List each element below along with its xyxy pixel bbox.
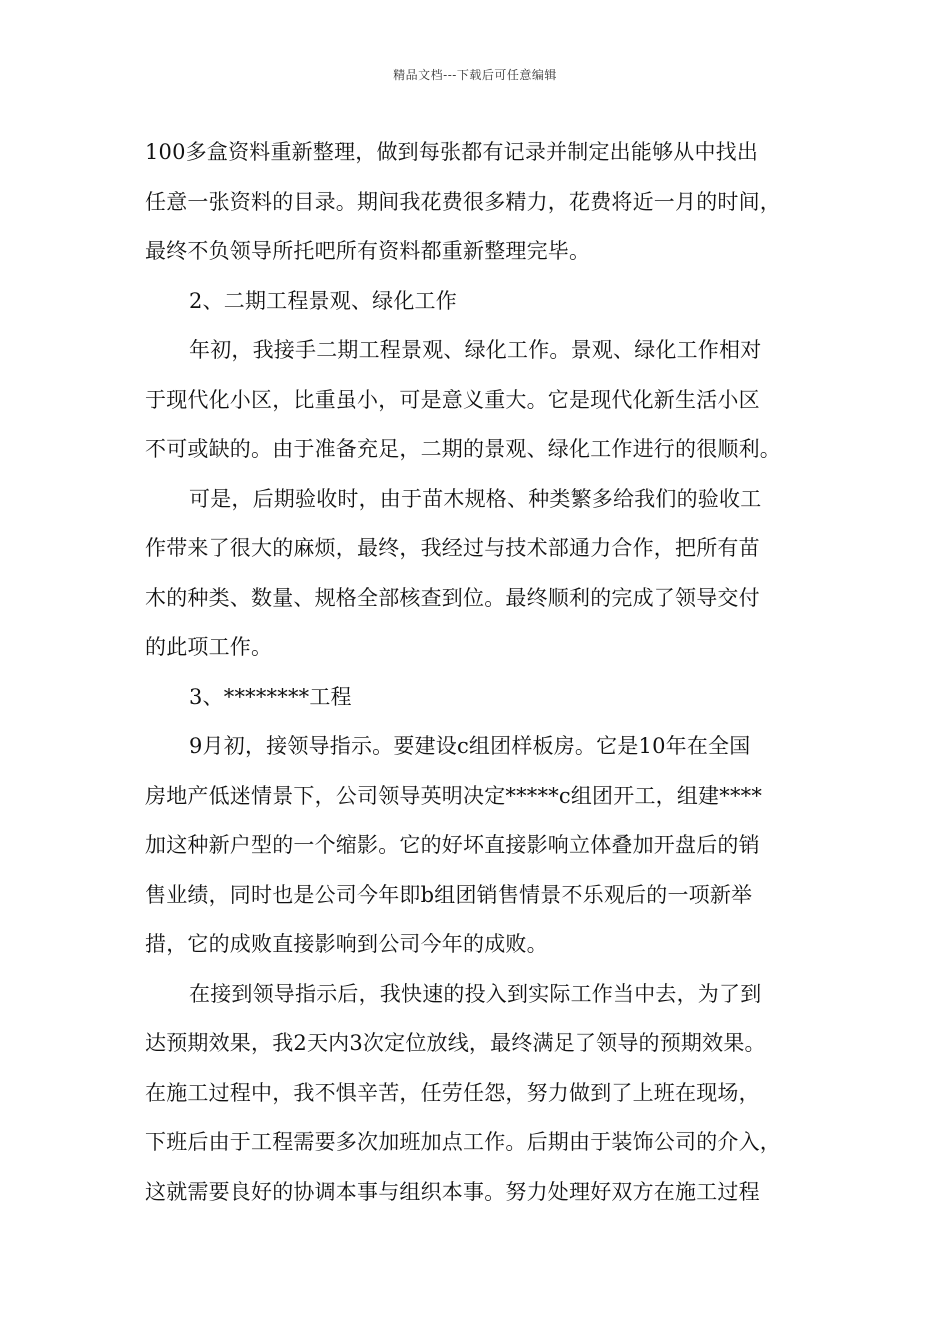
- text-line: 作带来了很大的麻烦，最终，我经过与技术部通力合作，把所有苗: [145, 536, 760, 560]
- text-line: 达预期效果，我2天内3次定位放线，最终满足了领导的预期效果。: [145, 1031, 766, 1055]
- text-line: 木的种类、数量、规格全部核查到位。最终顺利的完成了领导交付: [145, 585, 760, 610]
- text-line: 措，它的成败直接影响到公司今年的成败。: [145, 932, 548, 956]
- section-heading: 3、********工程: [189, 684, 352, 709]
- page-header: 精品文档---下载后可任意编辑: [393, 68, 557, 82]
- text-line: 房地产低迷情景下，公司领导英明决定*****c组团开工，组建****: [145, 783, 763, 808]
- text-line: 年初，我接手二期工程景观、绿化工作。景观、绿化工作相对: [189, 338, 762, 362]
- section-heading: 2、二期工程景观、绿化工作: [189, 288, 457, 313]
- text-line: 的此项工作。: [145, 635, 273, 659]
- text-line: 加这种新户型的一个缩影。它的好坏直接影响立体叠加开盘后的销: [145, 833, 760, 857]
- text-line: 在施工过程中，我不惧辛苦，任劳任怨，努力做到了上班在现场，: [145, 1080, 760, 1105]
- text-line: 可是，后期验收时，由于苗木规格、种类繁多给我们的验收工: [189, 486, 762, 511]
- text-line: 任意一张资料的目录。期间我花费很多精力，花费将近一月的时间，: [145, 189, 781, 214]
- text-line: 在接到领导指示后，我快速的投入到实际工作当中去，为了到: [189, 981, 762, 1006]
- document-body: [145, 128, 825, 1217]
- text-line: 最终不负领导所托吧所有资料都重新整理完毕。: [145, 239, 591, 263]
- text-line: 100多盒资料重新整理，做到每张都有记录并制定出能够从中找出: [145, 140, 759, 164]
- text-line: 不可或缺的。由于准备充足，二期的景观、绿化工作进行的很顺利。: [145, 437, 781, 461]
- text-line: 这就需要良好的协调本事与组织本事。努力处理好双方在施工过程: [145, 1179, 760, 1204]
- text-line: 于现代化小区，比重虽小，可是意义重大。它是现代化新生活小区: [145, 387, 760, 412]
- text-line: 9月初，接领导指示。要建设c组团样板房。它是10年在全国: [189, 734, 751, 758]
- text-line: 下班后由于工程需要多次加班加点工作。后期由于装饰公司的介入，: [145, 1130, 781, 1154]
- text-line: 售业绩，同时也是公司今年即b组团销售情景不乐观后的一项新举: [145, 882, 753, 907]
